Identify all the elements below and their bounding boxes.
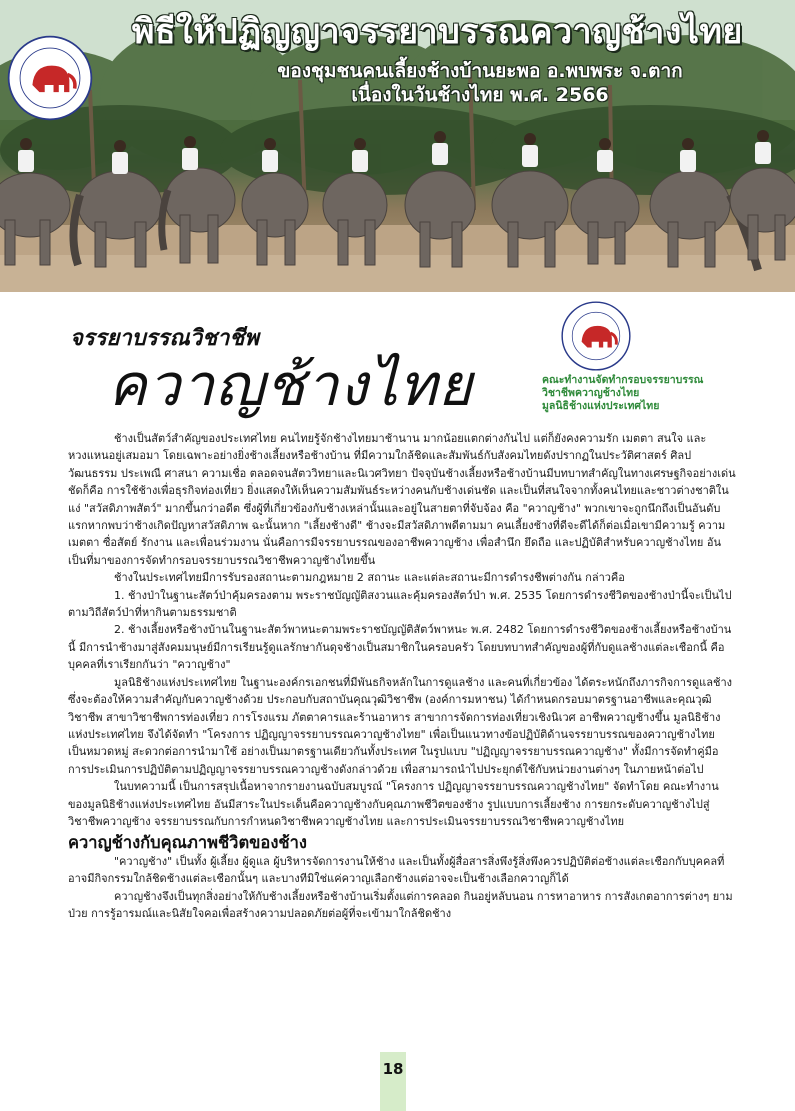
hero-banner (0, 0, 795, 292)
paragraph-domestic-elephant: 2. ช้างเลี้ยงหรือช้างบ้านในฐานะสัตว์พาหนะตามพระราชบัญญัติสัตว์พาหนะ พ.ศ. 2482 โดยการดำรงชีวิตของช้างเลี้ยงหรือช้างบ้านนี้ มีการนำช้างมาสู่สังคมมนุษย์มีการเรียนรู้ดูแลรักษากันดุจช้างเป็นสมาชิกในครอบครัว โดยบทบาทสำคัญของผู้ที่กับดูแลช้างแต่ละเชือกนี้ คือบุคคลที่เราเรียกกันว่า "ควาญช้าง" (68, 623, 732, 672)
paragraph-mahout-care: ควาญช้างจึงเป็นทุกสิ่งอย่างให้กับช้างเลี้ยงหรือช้างบ้านเริ่มตั้งแต่การคลอด กินอยู่หลับนอน การหาอาหาร การสังเกตอาการต่างๆ ยามป่วย การรู้อารมณ์และนิสัยใจคอเพื่อสร้างความปลอดภัยต่อผู้ที่จะเข้ามาใกล้ชิดช้าง (68, 889, 733, 920)
section-heading: ควาญช้างกับคุณภาพชีวิตของช้าง (68, 833, 307, 853)
banner-subtitle-community: ของชุมชนคนเลี้ยงช้างบ้านยะพอ อ.พบพระ จ.ตาก (277, 60, 683, 82)
paragraph-wild-elephant: 1. ช้างป่าในฐานะสัตว์ป่าคุ้มครองตาม พระราชบัญญัติสงวนและคุ้มครองสัตว์ป่า พ.ศ. 2535 โดยการดำรงชีวิตของช้างป่านี้จะเป็นไปตามวิถีสัตว์ป่าที่หากินตามธรรมชาติ (68, 588, 732, 620)
section-kicker: จรรยาบรรณวิชาชีพ (70, 326, 259, 351)
credit-line-3: มูลนิธิช้างแห่งประเทศไทย (542, 400, 660, 412)
credit-line-2: วิชาชีพควาญช้างไทย (542, 387, 640, 399)
paragraph-foundation: มูลนิธิช้างแห่งประเทศไทย ในฐานะองค์กรเอกชนที่มีพันธกิจหลักในการดูแลช้าง และคนที่เกี่ยวข้อง ได้ตระหนักถึงภารกิจการดูแลช้างซึ่งจะต้องให้ความสำคัญกับควาญช้างด้วย ประกอบกับสถาบันคุณวุฒิวิชาชีพ (องค์การมหาชน) ได้กำหนดกรอบมาตรฐานอาชีพและคุณวุฒิวิชาชีพ สาขาวิชาชีพการท่องเที่ยว การโรงแรม ภัตตาคารและร้านอาหาร สาขาการจัดการท่องเที่ยวเชิงนิเวศ อาชีพควาญช้างขึ้น มูลนิธิช้างแห่งประเทศไทย จึงได้จัดทำ "โครงการ ปฏิญญาจรรยาบรรณควาญช้างไทย" เพื่อเป็นแนวทางข้อปฏิบัติด้านจรรยาบรรณของควาญช้างไทย เป็นหมวดหมู่ สะดวกต่อการนำมาใช้ อย่างเป็นมาตรฐานเดียวกันทั้งประเทศ ในรูปแบบ "ปฏิญญาจรรยาบรรณควาญช้าง" ทั้งมีการจัดทำคู่มือการประเมินการปฏิบัติตามปฏิญญาจรรยาบรรณควาญช้างดังกล่าวด้วย เพื่อสามารถนำไปประยุกต์ใช้กับหน่วยงานต่างๆ ในภายหน้าต่อไป (68, 675, 732, 776)
page-title: ควาญช้างไทย (108, 351, 473, 419)
paragraph-mahout-role: "ควาญช้าง" เป็นทั้ง ผู้เลี้ยง ผู้ดูแล ผู้บริหารจัดการงานให้ช้าง และเป็นทั้งผู้สื่อสารสิ่งพึงรู้สิ่งพึงควรปฏิบัติต่อช้างแต่ละเชือกกับบุคคลที่อาจมีกิจกรรมใกล้ชิดช้างแต่ละเชือกนั้นๆ และบางทีมิใช่แค่ควาญเลือกช้างแต่อาจจะเป็นช้างเลือกควาญก็ได้ (68, 854, 725, 886)
paragraph-legal-status: ช้างในประเทศไทยมีการรับรองสถานะตามกฎหมาย 2 สถานะ และแต่ละสถานะมีการดำรงชีพต่างกัน กล่าวคือ (114, 571, 625, 585)
paragraph-summary: ในบทความนี้ เป็นการสรุปเนื้อหาจากรายงานฉบับสมบูรณ์ "โครงการ ปฏิญญาจรรยาบรรณควาญช้างไทย" จัดทำโดย คณะทำงานของมูลนิธิช้างแห่งประเทศไทย อันมีสาระในประเด็นคือควาญช้างกับคุณภาพชีวิตของช้าง รูปแบบการเลี้ยงช้าง การยกระดับควาญช้างไปสู่วิชาชีพควาญช้าง จรรยาบรรณกับการกำหนดวิชาชีพควาญช้างไทย และการประเมินจรรยาบรรณวิชาชีพควาญช้างไทย (68, 780, 719, 828)
foundation-seal-logo (6, 34, 94, 122)
banner-subtitle-occasion: เนื่องในวันช้างไทย พ.ศ. 2566 (351, 84, 609, 106)
foundation-seal-logo-small (560, 300, 632, 372)
banner-title: พิธีให้ปฏิญญาจรรยาบรรณควาญช้างไทย (132, 12, 743, 52)
article-body (68, 430, 736, 922)
page-number: 18 (382, 1060, 404, 1078)
credit-line-1: คณะทำงานจัดทำกรอบจรรยาบรรณ (542, 374, 704, 386)
credit-block (542, 374, 762, 413)
paragraph-intro: ช้างเป็นสัตว์สำคัญของประเทศไทย คนไทยรู้จักช้างไทยมาช้านาน มากน้อยแตกต่างกันไป แต่ก็ยังคงความรัก เมตตา สนใจ และหวงแหนอยู่เสมอมา โดยเฉพาะอย่างยิ่งช้างเลี้ยงหรือช้างบ้าน ที่มีความใกล้ชิดและสัมพันธ์กับสังคมไทยดังปรากฏในประวัติศาสตร์ ศิลปวัฒนธรรม ประเพณี ศาสนา ความเชื่อ ตลอดจนสัตววิทยาและนิเวศวิทยา ปัจจุบันช้างเลี้ยงหรือช้างบ้านมีบทบาทสำคัญในทางเศรษฐกิจอย่างเด่นชัดก็คือ การใช้ช้างเพื่อธุรกิจท่องเที่ยว ยิ่งแสดงให้เห็นความสัมพันธ์ระหว่างคนกับช้างเด่นชัด และเป็นที่สนใจจากทั้งคนไทยและชาวต่างชาติในแง่ "สวัสดิภาพสัตว์" มากขึ้นกว่าอดีต ซึ่งผู้ที่เกี่ยวข้องกับช้างเหล่านั้นและอยู่ในสายตาที่จับจ้อง คือ "ควาญช้าง" พวกเขาจะถูกนึกถึงเป็นอันดับแรกหากพบว่าช้างเกิดปัญหาสวัสดิภาพ ฉะนั้นหาก "เลี้ยงช้างดี" ช้างจะมีสวัสดิภาพดีตามมา คนเลี้ยงช้างที่ดีจะดีได้ก็ต่อเมื่อเขามีความรู้ ความเมตตา ซื่อสัตย์ รักงาน และเพื่อนร่วมงาน นั่นคือการมีจรรยาบรรณของอาชีพควาญช้าง เพื่อสำนึก ยึดถือ และปฏิบัติสำหรับควาญช้างไทย อันเป็นที่มาของการจัดทำกรอบจรรยาบรรณวิชาชีพควาญช้างไทยขึ้น (68, 432, 736, 567)
